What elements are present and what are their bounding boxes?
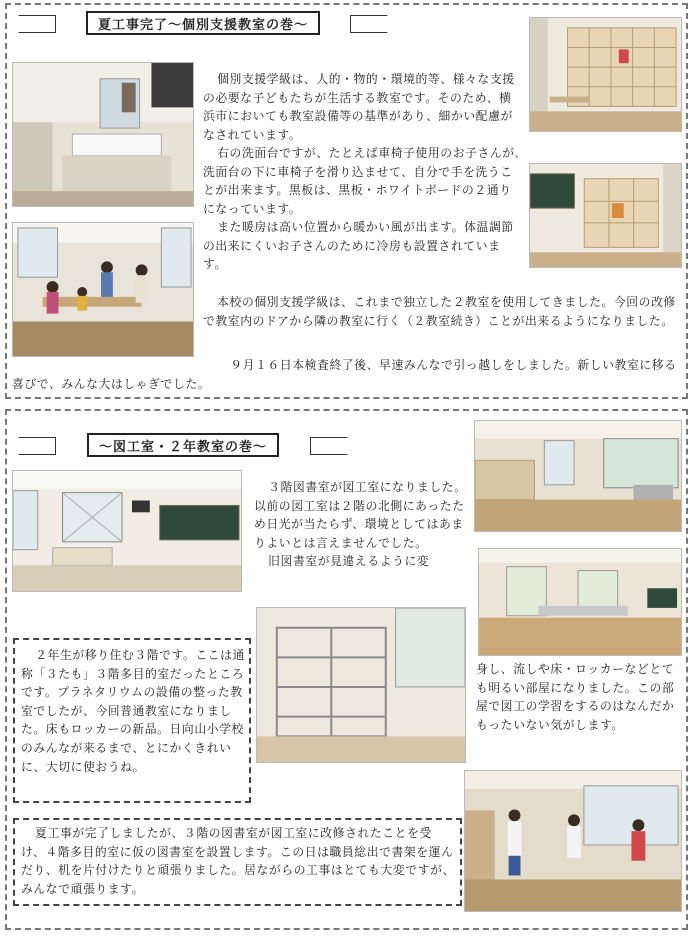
paragraph-moving: ９月１６日本検査終了後、早速みんなで引っ越しをしました。新しい教室に移る喜びで、みんな大はしゃぎでした。 — [12, 358, 677, 391]
section1-title-banner — [18, 12, 388, 34]
grade2-paragraph: ２年生が移り住む３階です。ここは通称「３たも」３階多目的室だったところです。プラネタリウムの設備の整った教室でしたが、今回普通教室になりました。床もロッカーの新品。日向山小学校のみんなが来るまで、とにかくきれいに、大切に使おうね。 — [21, 648, 245, 774]
art-room-sinks-photo — [478, 548, 682, 656]
art-room-paragraph-2b: 身し、流しや床・ロッカーなどとても明るい部屋になりました。この部屋で図工の学習をするのはなんだかもったいない気がします。 — [476, 662, 675, 732]
section1-text-bottom — [12, 356, 682, 393]
staff-moving-shelves-photo — [464, 770, 682, 912]
ribbon-left — [18, 15, 56, 33]
section2-title: ～図工室・２年教室の巻～ — [87, 433, 279, 457]
library-shelves-photo — [256, 607, 466, 763]
section1-title: 夏工事完了～個別支援教室の巻～ — [86, 11, 320, 35]
washbasin-photo — [12, 62, 194, 207]
art-room-photo — [474, 420, 682, 532]
paragraph-two-rooms: 本校の個別支援学級は、これまで独立した２教室を使用してきました。今回の改修で教室内のドアから隣の教室に行く（２教室続き）ことが出来るようになりました。 — [203, 295, 676, 328]
section1-text-mid — [203, 293, 681, 330]
ribbon-left — [18, 437, 56, 455]
art-room-text — [254, 478, 468, 571]
paragraph-heating: また暖房は高い位置から暖かい風が出ます。体温調節の出来にくいお子さんのために冷房も設置されています。 — [203, 220, 514, 271]
grade2-text-box — [13, 638, 251, 803]
art-room-paragraph: ３階図書室が図工室になりました。以前の図工室は２階の北側にあったため日光が当たらず、環境としてはあまりよいとは言えませんでした。 — [254, 480, 467, 550]
students-classroom-photo — [12, 222, 194, 357]
blackboard-photo — [529, 163, 682, 268]
lockers-photo — [529, 17, 682, 132]
section1-text-top — [203, 70, 523, 274]
library-text-box — [13, 818, 462, 906]
art-room-paragraph-2a: 旧図書室が見違えるように変 — [268, 554, 430, 568]
grade2-classroom-photo — [12, 470, 242, 592]
ribbon-right — [350, 15, 388, 33]
library-paragraph: 夏工事が完了しましたが、３階の図書室が図工室に改修されたことを受け、４階多目的室に仮の図書室を設置します。この日は職員総出で書架を運んだり、机を片付けたりと頑張りました。居ながらの工事はとても大変ですが、みんなで頑張ります。 — [21, 826, 455, 896]
section2-title-banner — [18, 434, 348, 456]
paragraph-washbasin: 右の洗面台ですが、たとえば車椅子使用のお子さんが､洗面台の下に車椅子を滑り込ませて、自分で手を洗うことが出来ます。黒板は、黒板・ホワイトボードの２通りになっています。 — [203, 146, 522, 216]
art-room-text-continued — [476, 660, 684, 734]
ribbon-right — [310, 437, 348, 455]
paragraph-intro: 個別支援学級は、人的・物的・環境的等、様々な支援の必要な子どもたちが生活する教室です。そのため、横浜市においても教室設備等の基準があり、細かい配慮がなされています。 — [203, 72, 515, 142]
